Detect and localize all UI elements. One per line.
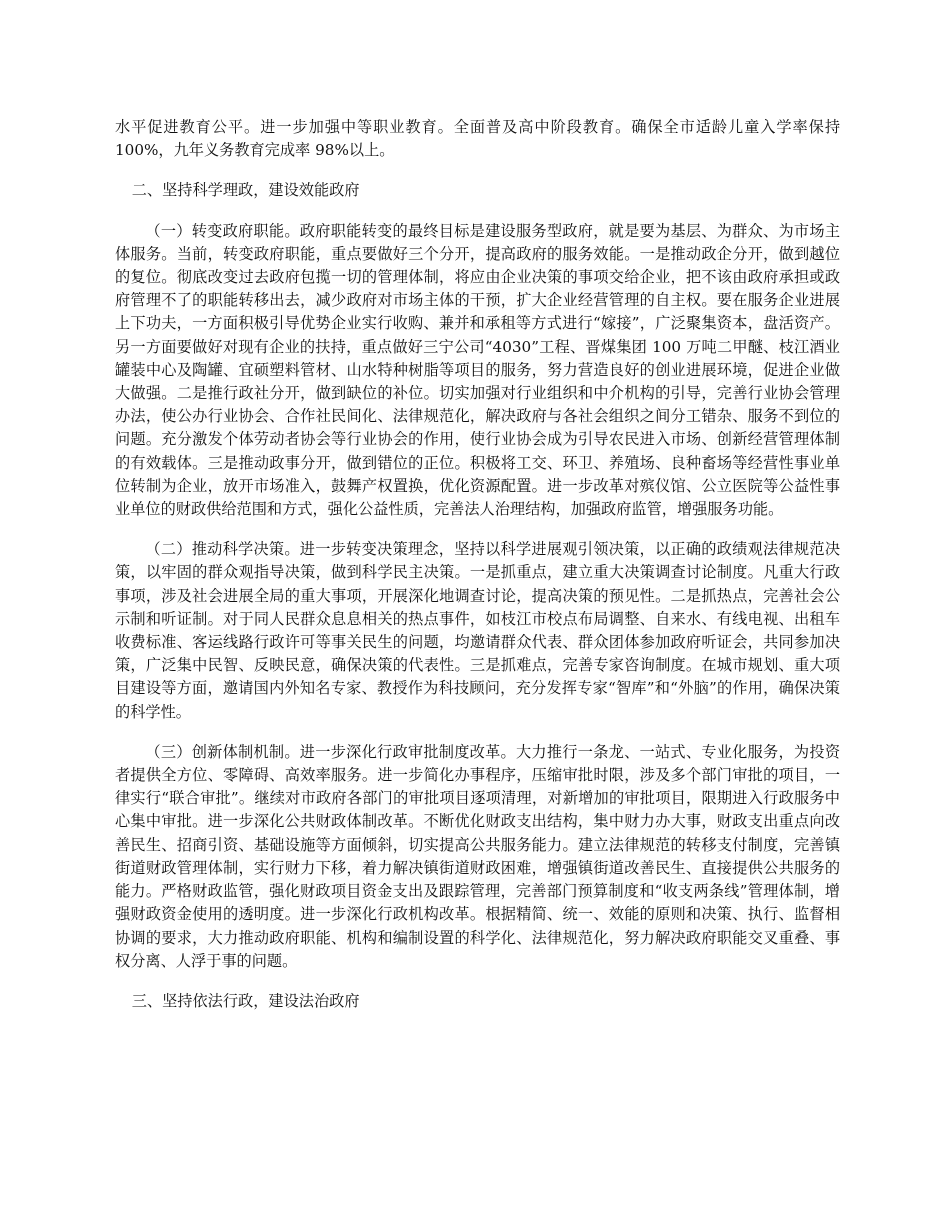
section-heading-2: 二、坚持科学理政，建设效能政府 [131, 181, 360, 200]
document-page [115, 116, 840, 1030]
section-heading-3: 三、坚持依法行政，建设法治政府 [131, 991, 360, 1010]
paragraph-system-innovation: （三）创新体制机制。进一步深化行政审批制度改革。大力推行一条龙、一站式、专业化服务，为投资者提供全方位、零障碍、高效率服务。进一步简化办事程序，压缩审批时限，涉及多个部门审批的项目，一律实行“联合审批”。继续对市政府各部门的审批项目逐项清理，对新增加的审批项目，限期进入行政服务中心集中审批。进一步深化公共财政体制改革。不断优化财政支出结构，集中财力办大事，财政支出重点向改善民生、招商引资、基础设施等方面倾斜，切实提高公共服务能力。建立法律规范的转移支付制度，完善镇街道财政管理体制，实行财力下移，着力解决镇街道财政困难，增强镇街道改善民生、直接提供公共服务的能力。严格财政监管，强化财政项目资金支出及跟踪管理，完善部门预算制度和“收支两条线”管理体制，增强财政资金使用的透明度。进一步深化行政机构改革。根据精简、统一、效能的原则和决策、执行、监督相协调的要求，大力推动政府职能、机构和编制设置的科学化、法律规范化，努力解决政府职能交叉重叠、事权分离、人浮于事的问题。 [115, 742, 840, 970]
paragraph-education: 水平促进教育公平。进一步加强中等职业教育。全面普及高中阶段教育。确保全市适龄儿童入学率保持 100%，九年义务教育完成率 98%以上。 [115, 118, 840, 160]
paragraph-scientific-decision: （二）推动科学决策。进一步转变决策理念，坚持以科学进展观引领决策，以正确的政绩观法律规范决策，以牢固的群众观指导决策，做到科学民主决策。一是抓重点，建立重大决策调查讨论制度。凡重大行政事项，涉及社会进展全局的重大事项，开展深化地调查讨论，提高决策的预见性。二是抓热点，完善社会公示制和听证制。对于同人民群众息息相关的热点事件，如枝江市校点布局调整、自来水、有线电视、出租车收费标准、客运线路行政许可等事关民生的问题，均邀请群众代表、群众团体参加政府听证会，共同参加决策，广泛集中民智、反映民意，确保决策的代表性。三是抓难点，完善专家咨询制度。在城市规划、重大项目建设等方面，邀请国内外知名专家、教授作为科技顾问，充分发挥专家“智库”和“外脑”的作用，确保决策的科学性。 [115, 540, 840, 721]
paragraph-government-functions: （一）转变政府职能。政府职能转变的最终目标是建设服务型政府，就是要为基层、为群众、为市场主体服务。当前，转变政府职能，重点要做好三个分开，提高政府的服务效能。一是推动政企分开，做到越位的复位。彻底改变过去政府包揽一切的管理体制，将应由企业决策的事项交给企业，把不该由政府承担或政府管理不了的职能转移出去，减少政府对市场主体的干预，扩大企业经营管理的自主权。要在服务企业进展上下功夫，一方面积极引导优势企业实行收购、兼并和承租等方式进行“嫁接”，广泛聚集资本，盘活资产。另一方面要做好对现有企业的扶持，重点做好三宁公司“4030”工程、晋煤集团 100 万吨二甲醚、枝江酒业罐装中心及陶罐、宜硕塑料管材、山水特种树脂等项目的服务，努力营造良好的创业进展环境，促进企业做大做强。二是推行政社分开，做到缺位的补位。切实加强对行业组织和中介机构的引导，完善行业协会管理办法，使公办行业协会、合作社民间化、法律规范化，解决政府与各社会组织之间分工错杂、服务不到位的问题。充分激发个体劳动者协会等行业协会的作用，使行业协会成为引导农民进入市场、创新经营管理体制的有效载体。三是推动政事分开，做到错位的正位。积极将工交、环卫、养殖场、良种畜场等经营性事业单位转制为企业，放开市场准入，鼓舞产权置换，优化资源配置。进一步改革对殡仪馆、公立医院等公益性事业单位的财政供给范围和方式，强化公益性质，完善法人治理结构，加强政府监管，增强服务功能。 [115, 221, 840, 519]
